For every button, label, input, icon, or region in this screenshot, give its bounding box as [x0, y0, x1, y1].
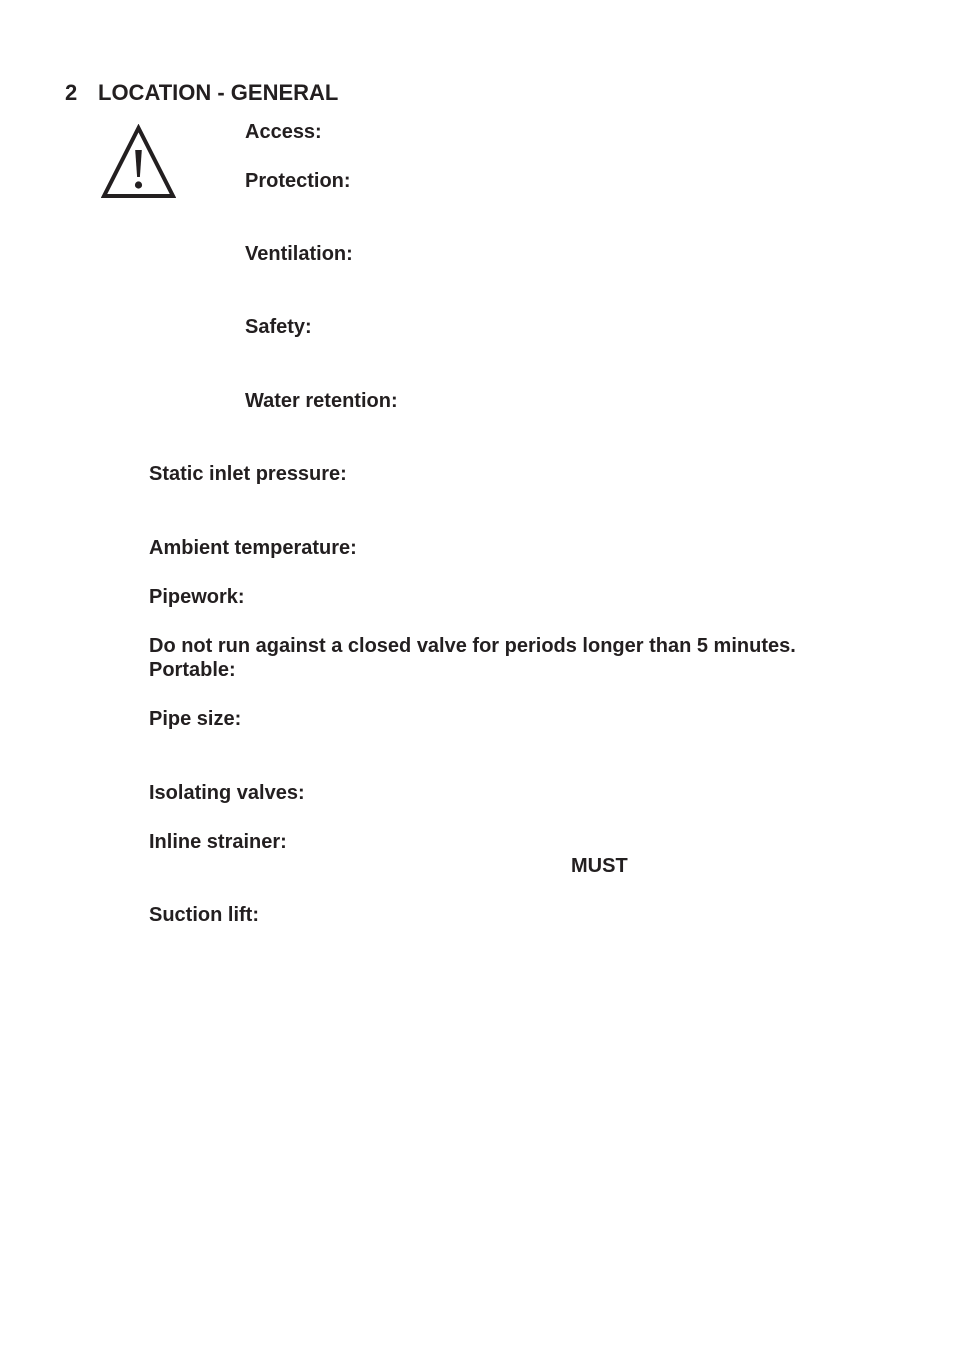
- warning-icon: [101, 124, 176, 200]
- suction-lift-label: Suction lift:: [149, 904, 259, 926]
- static-inlet-pressure-label: Static inlet pressure:: [149, 463, 347, 485]
- ventilation-label: Ventilation:: [245, 243, 353, 265]
- section-heading: [65, 80, 338, 106]
- portable-label: Portable:: [149, 659, 236, 681]
- protection-label: Protection:: [245, 170, 351, 192]
- water-retention-label: Water retention:: [245, 390, 398, 412]
- closed-valve-note: Do not run against a closed valve for periods longer than 5 minutes.: [149, 635, 796, 657]
- inline-strainer-label: Inline strainer:: [149, 831, 287, 853]
- section-number: 2: [65, 80, 78, 105]
- safety-label: Safety:: [245, 316, 312, 338]
- isolating-valves-label: Isolating valves:: [149, 782, 305, 804]
- must-emphasis: MUST: [571, 855, 628, 877]
- ambient-temperature-label: Ambient temperature:: [149, 537, 357, 559]
- pipework-label: Pipework:: [149, 586, 245, 608]
- pipe-size-label: Pipe size:: [149, 708, 242, 730]
- access-label: Access:: [245, 121, 322, 143]
- section-title: LOCATION - GENERAL: [98, 80, 339, 105]
